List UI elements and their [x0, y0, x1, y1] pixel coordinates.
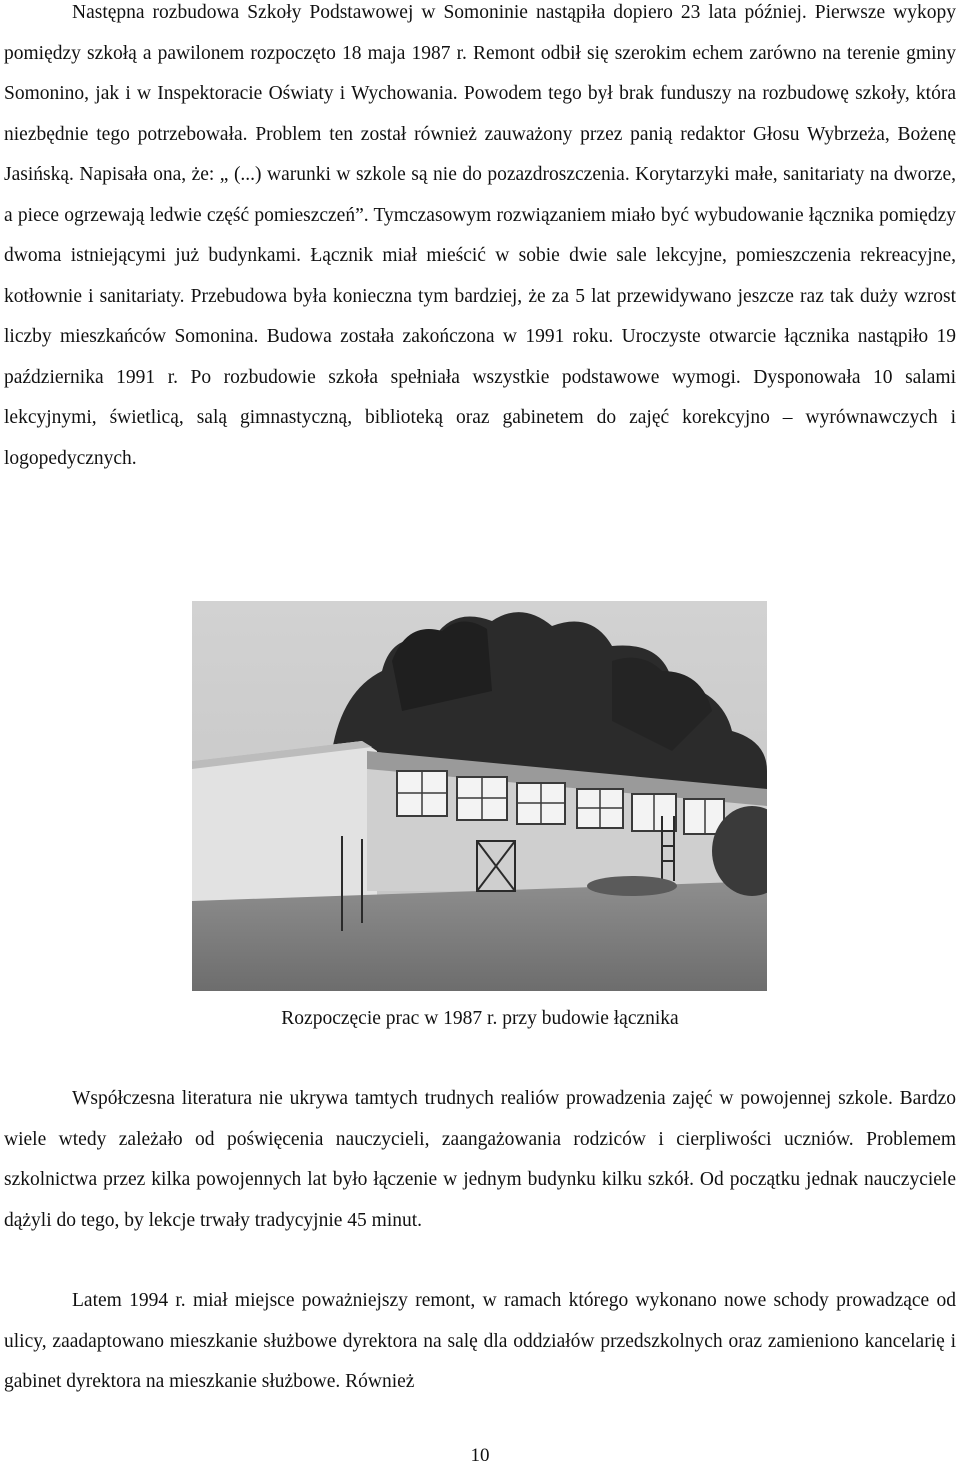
paragraph-1994-renovation: Latem 1994 r. miał miejsce poważniejszy remont, w ramach którego wykonano nowe schody prowadzące od ulicy, zaadaptowano mieszkanie służbowe dyrektora na salę dla oddziałów przedszkolnych oraz zamieniono kancelarię i gabinet dyrektora na mieszkanie służbowe. Również — [4, 1290, 956, 1392]
historical-photo-school-building — [192, 601, 767, 991]
paragraph-postwar-school: Współczesna literatura nie ukrywa tamtych trudnych realiów prowadzenia zajęć w powojennej szkole. Bardzo wiele wtedy zależało od poświęcenia nauczycieli, zaangażowania rodziców i cierpliwości uczniów. Problemem szkolnictwa przez kilka powojennych lat było łączenie w jednym budynku kilku szkół. Od początku jednak nauczyciele dążyli do tego, by lekcje trwały tradycyjnie 45 minut. — [4, 1088, 956, 1231]
photo-caption: Rozpoczęcie prac w 1987 r. przy budowie łącznika — [281, 1008, 679, 1029]
paragraph-school-expansion: Następna rozbudowa Szkoły Podstawowej w Somoninie nastąpiła dopiero 23 lata później. Pierwsze wykopy pomiędzy szkołą a pawilonem rozpoczęto 18 maja 1987 r. Remont odbił się szerokim echem zarówno na terenie gminy Somonino, jak i w Inspektoracie Oświaty i Wychowania. Powodem tego był brak funduszy na rozbudowę szkoły, która niezbędnie tego potrzebowała. Problem ten został również zauważony przez panią redaktor Głosu Wybrzeża, Bożenę Jasińską. Napisała ona, że: „ (...) warunki w szkole są nie do pozazdroszczenia. Korytarzyki małe, sanitariaty na dworze, a piece ogrzewają ledwie część pomieszczeń”. Tymczasowym rozwiązaniem miało być wybudowanie łącznika pomiędzy dwoma istniejącymi już budynkami. Łącznik miał mieścić w sobie dwie sale lekcyjne, pomieszczenia rekreacyjne, kotłownie i sanitariaty. Przebudowa była konieczna tym bardziej, że za 5 lat przewidywano jeszcze raz tak duży wzrost liczby mieszkańców Somonina. Budowa została zakończona w 1991 roku. Uroczyste otwarcie łącznika nastąpiło 19 października 1991 r. Po rozbudowie szkoła spełniała wszystkie podstawowe wymogi. Dysponowała 10 salami lekcyjnymi, świetlicą, salą gimnastyczną, biblioteką oraz gabinetem do zajęć korekcyjno – wyrównawczych i logopedycznych. — [4, 2, 956, 469]
page-number: 10 — [470, 1445, 490, 1466]
